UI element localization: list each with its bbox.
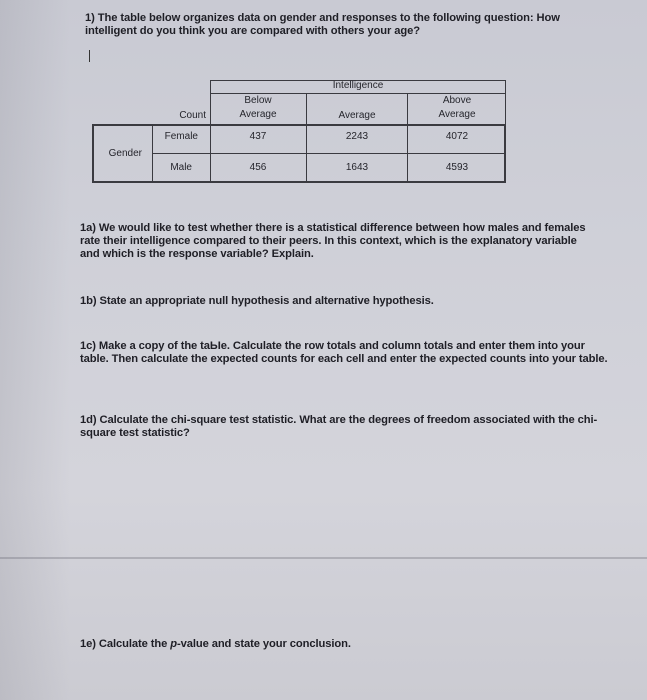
col-below-line2: Average bbox=[239, 109, 277, 120]
col-below-line1: Below bbox=[244, 95, 272, 106]
cell-male-above: 4593 bbox=[445, 162, 469, 173]
count-label: Count bbox=[179, 110, 206, 121]
row-label-male: Male bbox=[170, 162, 192, 173]
text-cursor bbox=[89, 50, 90, 62]
cell-male-below: 456 bbox=[249, 162, 267, 173]
question-1a: 1a) We would like to test whether there is a statistical difference between how males and females rate their intelligence compared to their peers. In this context, which is the explanatory variable and which is the response variable? Explain. bbox=[80, 222, 586, 260]
cell-male-average: 1643 bbox=[345, 162, 369, 173]
col-average-label: Average bbox=[338, 110, 376, 121]
question-1c: 1c) Make a copy of the taЫe. Calculate the row totals and column totals and enter them into your table. Then calculate the expected counts for each cell and enter the expected counts into your table. bbox=[80, 340, 608, 365]
cell-female-below: 437 bbox=[249, 131, 267, 142]
row-label-female: Female bbox=[164, 131, 198, 142]
intelligence-header: Intelligence bbox=[332, 80, 384, 91]
question-1e-italic: p bbox=[170, 638, 177, 650]
question-1b: 1b) State an appropriate null hypothesis and alternative hypothesis. bbox=[80, 295, 434, 307]
gender-label: Gender bbox=[108, 148, 142, 159]
question-1d: 1d) Calculate the chi-square test statistic. What are the degrees of freedom associated with the chi-square test statistic? bbox=[80, 414, 598, 439]
col-above-line2: Average bbox=[438, 109, 476, 120]
paper-fold bbox=[0, 557, 647, 559]
question-title: 1) The table below organizes data on gender and responses to the following question: How intelligent do you think you are compared with others your age? bbox=[85, 12, 560, 37]
question-1e-suffix: -value and state your conclusion. bbox=[176, 638, 351, 650]
question-1e bbox=[80, 638, 480, 651]
cell-female-average: 2243 bbox=[345, 131, 369, 142]
question-1e-prefix: 1e) Calculate the bbox=[80, 638, 171, 650]
cell-female-above: 4072 bbox=[445, 131, 469, 142]
page-shadow bbox=[0, 0, 70, 700]
row-divider bbox=[152, 153, 506, 154]
col-above-line1: Above bbox=[442, 95, 472, 106]
